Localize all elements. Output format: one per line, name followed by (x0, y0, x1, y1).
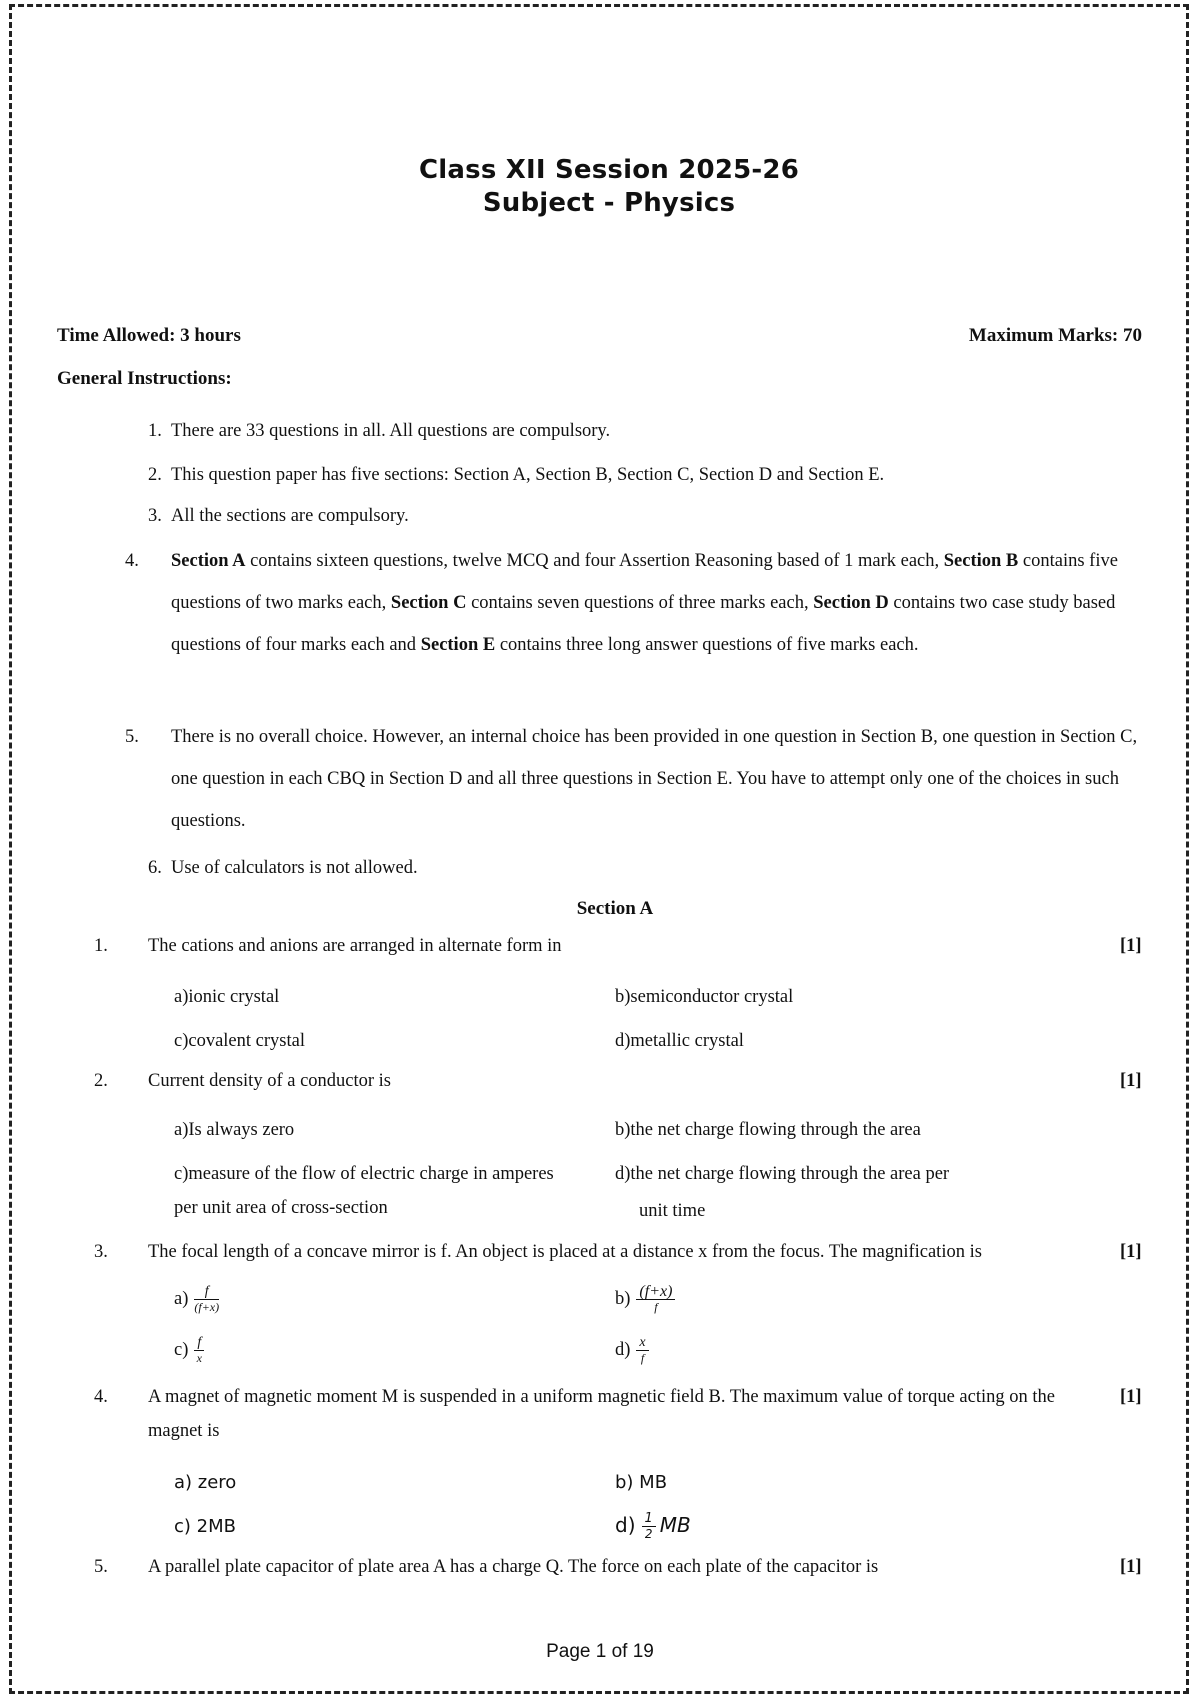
instruction-item: 3. All the sections are compulsory. (148, 506, 409, 526)
question-text: Current density of a conductor is (148, 1071, 392, 1091)
section-a-heading: Section A (576, 898, 654, 919)
question-marks: [1] (1120, 1071, 1142, 1091)
option: d) $\frac{x}{f}$ (615, 1333, 1035, 1367)
question-text: A parallel plate capacitor of plate area A has a charge Q. The force on each plate of the capacitor is (148, 1557, 879, 1577)
option: b) MB (615, 1472, 668, 1493)
option: c)measure of the flow of electric charge in amperes per unit area of cross-section (174, 1164, 554, 1218)
option: d) $\frac{1}{2}$ MB (615, 1511, 691, 1541)
option: d)the net charge flowing through the area per (615, 1164, 950, 1184)
question-marks: [1] (1120, 1242, 1142, 1262)
paper-subject: Subject - Physics (482, 188, 736, 218)
question-text: The cations and anions are arranged in alternate form in (148, 936, 562, 956)
option: b)the net charge flowing through the area (615, 1120, 921, 1140)
option: d)metallic crystal (615, 1031, 744, 1051)
question-number: 4. (94, 1387, 108, 1407)
instruction-item: 1. There are 33 questions in all. All questions are compulsory. (148, 421, 611, 441)
question-text: A magnet of magnetic moment M is suspended in a uniform magnetic field B. The maximum value of torque acting on the magnet is (148, 1387, 1055, 1441)
option: a) $\frac{f}{(f+x)}$ (174, 1284, 220, 1315)
option: b)semiconductor crystal (615, 987, 794, 1007)
question-marks: [1] (1120, 1557, 1142, 1577)
option: a) zero (174, 1472, 237, 1493)
question-number: 1. (94, 936, 108, 956)
question-number: 2. (94, 1071, 108, 1091)
instruction-item: 2. This question paper has five sections: Section A, Section B, Section C, Section D and Section E. (148, 465, 885, 485)
option-continuation: unit time (639, 1201, 706, 1221)
option: c) $\frac{f}{x}$ (174, 1333, 564, 1367)
question-text: The focal length of a concave mirror is f. An object is placed at a distance x from the focus. The magnification is (148, 1242, 982, 1262)
instruction-item: 6. Use of calculators is not allowed. (148, 858, 418, 878)
paper-title: Class XII Session 2025-26 (419, 155, 799, 185)
option: a)ionic crystal (174, 987, 280, 1007)
instruction-item: 4. Section A contains sixteen questions, twelve MCQ and four Assertion Reasoning based of 1 mark each, Section B contains five questions of two marks each, Section C contains seven questions of three marks each, Section D contains two case study based questions of four marks each and Section E contains three long answer questions of five marks each. (125, 551, 1118, 655)
option: c)covalent crystal (174, 1031, 305, 1051)
question-number: 3. (94, 1242, 108, 1262)
maximum-marks: Maximum Marks: 70 (968, 325, 1142, 346)
question-number: 5. (94, 1557, 108, 1577)
page-number: Page 1 of 19 (546, 1641, 654, 1662)
instruction-item: 5. There is no overall choice. However, an internal choice has been provided in one question in Section B, one question in Section C, one question in each CBQ in Section D and all three questions in Section E. You have to attempt only one of the choices in such questions. (125, 727, 1138, 831)
question-marks: [1] (1120, 1387, 1142, 1407)
general-instructions-heading: General Instructions: (57, 368, 232, 389)
time-allowed: Time Allowed: 3 hours (57, 325, 241, 346)
option: a)Is always zero (174, 1120, 295, 1140)
option: c) 2MB (174, 1516, 236, 1537)
option: b) $\frac{(f+x)}{f}$ (615, 1282, 1035, 1316)
question-marks: [1] (1120, 936, 1142, 956)
